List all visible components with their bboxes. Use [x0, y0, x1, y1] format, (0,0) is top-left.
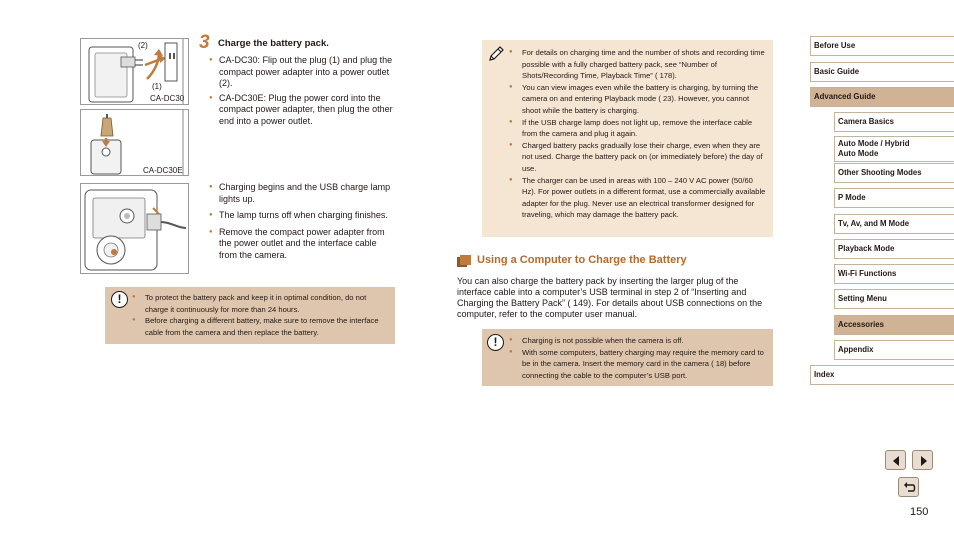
- nav-playback-mode[interactable]: [834, 239, 954, 259]
- section-title: Using a Computer to Charge the Battery: [477, 254, 687, 266]
- step-bullets-charge: [209, 182, 397, 264]
- nav-label: Auto Mode / Hybrid Auto Mode: [838, 139, 910, 158]
- return-button[interactable]: [898, 477, 919, 497]
- nav-basic-guide[interactable]: [810, 62, 954, 82]
- nav-p-mode[interactable]: [834, 188, 954, 208]
- step-title: Charge the battery pack.: [218, 38, 329, 49]
- note-item: ● For details on charging time and the number of shots and recording time possible with a fully charged battery pack, see “Number of Shots/Recording Time, Playback Time” ( 178).: [509, 47, 767, 82]
- figure-label-2: (2): [138, 41, 148, 50]
- nav-tv-av-m-mode[interactable]: [834, 214, 954, 234]
- step-bullet: ● Remove the compact power adapter from the power outlet and the interface cable from the camera.: [209, 227, 397, 262]
- section-heading-icon: [457, 255, 471, 267]
- caution-box-right: [482, 329, 773, 386]
- nav-auto-mode[interactable]: [834, 136, 954, 162]
- nav-label: Index: [814, 370, 835, 379]
- charger-plug-illustration: [80, 38, 189, 105]
- nav-label: Other Shooting Modes: [838, 168, 922, 177]
- caution-item: ● With some computers, battery charging may require the memory card to be in the camera. Insert the memory card in the camera ( 18) before connecting the cable to the computer’s USB port.: [509, 347, 767, 382]
- caution-icon: !: [487, 334, 504, 351]
- note-item: ● Charged battery packs gradually lose their charge, even when they are not used. Charge the battery pack on (or immediately before) the day of use.: [509, 140, 767, 175]
- note-list: [509, 47, 767, 221]
- note-item: ● If the USB charge lamp does not light up, remove the interface cable from the camera and plug it again.: [509, 117, 767, 140]
- step-bullet: ● CA-DC30E: Plug the power cord into the compact power adapter, then plug the other end into a power outlet.: [209, 93, 397, 128]
- nav-appendix[interactable]: [834, 340, 954, 360]
- nav-advanced-guide[interactable]: [810, 87, 954, 107]
- caution-item: ● Charging is not possible when the camera is off.: [509, 335, 767, 347]
- next-page-button[interactable]: [912, 450, 933, 470]
- section-paragraph: You can also charge the battery pack by inserting the larger plug of the interface cable into a computer’s USB terminal in step 2 of “Inserting and Charging the Battery Pack” ( 149). For details about USB connections on the computer, refer to the computer user manual.: [457, 276, 763, 319]
- return-icon: [899, 478, 920, 498]
- nav-camera-basics[interactable]: [834, 112, 954, 132]
- figure-caption-ca-dc30e: CA-DC30E: [143, 166, 183, 175]
- charger-cord-illustration: [80, 109, 189, 176]
- step-number: 3: [199, 32, 210, 53]
- arrow-left-icon: [886, 451, 907, 471]
- page-number: 150: [910, 506, 929, 518]
- nav-label: Accessories: [838, 320, 884, 329]
- nav-label: Basic Guide: [814, 67, 860, 76]
- caution-icon: !: [111, 291, 128, 308]
- nav-wifi-functions[interactable]: [834, 264, 954, 284]
- nav-label: Playback Mode: [838, 244, 895, 253]
- nav-setting-menu[interactable]: [834, 289, 954, 309]
- step-bullet: ● The lamp turns off when charging finishes.: [209, 210, 397, 222]
- nav-label: Wi-Fi Functions: [838, 269, 897, 278]
- caution-list-right: [509, 335, 767, 381]
- step-bullets-plug: [209, 55, 397, 130]
- nav-label: Tv, Av, and M Mode: [838, 219, 910, 228]
- figure-caption-ca-dc30: CA-DC30: [150, 94, 185, 103]
- nav-other-shooting-modes[interactable]: [834, 163, 954, 183]
- arrow-right-icon: [913, 451, 934, 471]
- caution-item: ● Before charging a different battery, make sure to remove the interface cable from the camera and then replace the battery.: [132, 315, 390, 338]
- caution-box-left: [105, 287, 395, 344]
- nav-index[interactable]: [810, 365, 954, 385]
- camera-charging-illustration: [80, 183, 189, 274]
- camera-charging-drawing: [81, 184, 189, 274]
- note-item: ● The charger can be used in areas with 100 – 240 V AC power (50/60 Hz). For power outlets in a different format, use a commercially available adapter for the plug. Never use an electrical transformer designed for traveling, which may damage the battery pack.: [509, 175, 767, 221]
- nav-before-use[interactable]: [810, 36, 954, 56]
- nav-label: Setting Menu: [838, 294, 887, 303]
- figure-label-1: (1): [152, 82, 162, 91]
- pencil-icon: [487, 45, 505, 63]
- nav-label: Camera Basics: [838, 117, 894, 126]
- prev-page-button[interactable]: [885, 450, 906, 470]
- note-item: ● You can view images even while the battery is charging, by turning the camera on and entering Playback mode ( 23). However, you cannot shoot while the battery is charging.: [509, 82, 767, 117]
- nav-accessories[interactable]: [834, 315, 954, 335]
- step-bullet: ● CA-DC30: Flip out the plug (1) and plug the compact power adapter into a power outlet (2).: [209, 55, 397, 90]
- note-box: [482, 40, 773, 237]
- caution-item: ● To protect the battery pack and keep it in optimal condition, do not charge it continuously for more than 24 hours.: [132, 292, 390, 315]
- caution-list-left: [132, 292, 390, 338]
- step-bullet: ● Charging begins and the USB charge lamp lights up.: [209, 182, 397, 205]
- nav-label: P Mode: [838, 193, 866, 202]
- nav-label: Appendix: [838, 345, 874, 354]
- nav-label: Before Use: [814, 41, 856, 50]
- nav-label: Advanced Guide: [814, 92, 876, 101]
